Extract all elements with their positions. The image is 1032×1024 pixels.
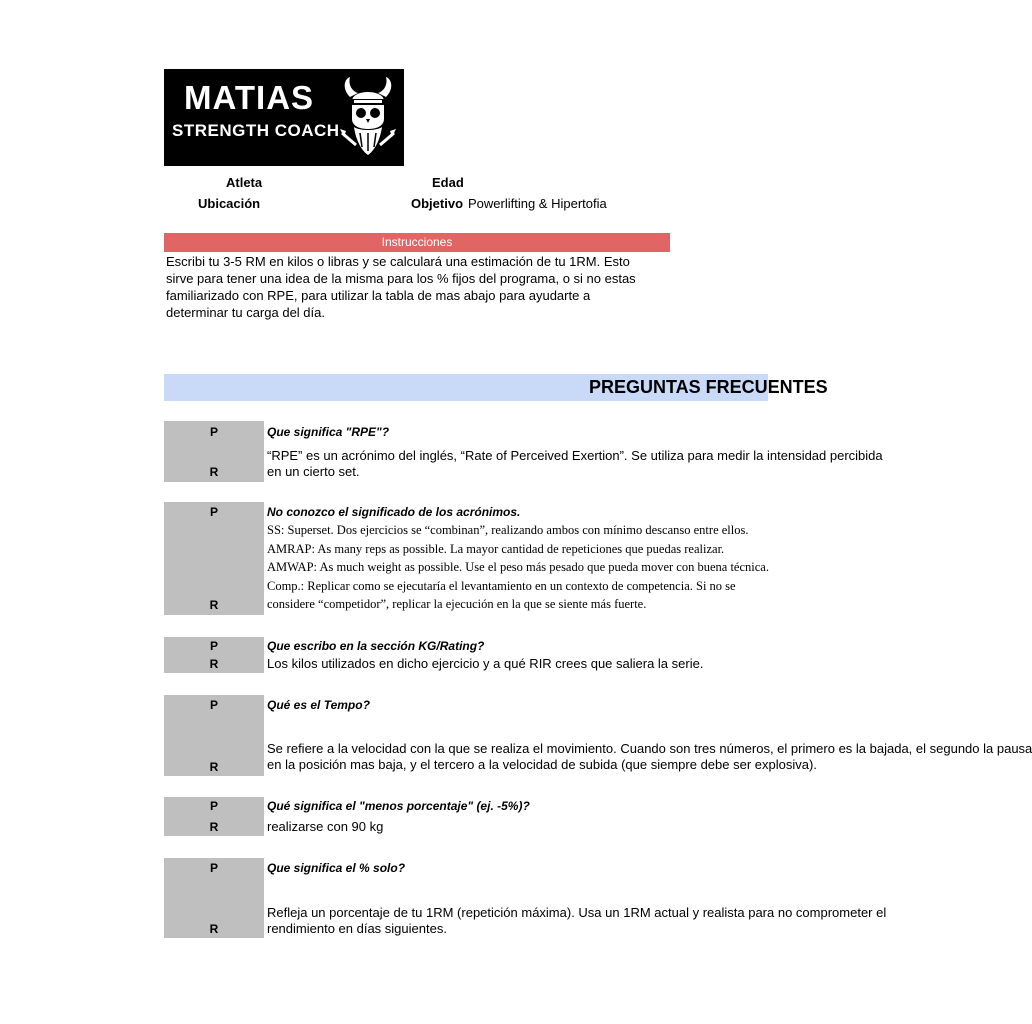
faq-answer-line: “RPE” es un acrónimo del inglés, “Rate of Perceived Exertion”. Se utiliza para medir la intensidad percibida (267, 448, 883, 463)
faq-answer-line: AMRAP: As many reps as possible. La mayor cantidad de repeticiones que puedas realizar. (267, 541, 725, 556)
age-label: Edad (432, 175, 464, 190)
logo-name: MATIAS (184, 79, 315, 116)
faq-title: PREGUNTAS FRECUENTES (589, 377, 828, 397)
faq-answer-line: considere “competidor”, replicar la ejecución en la que se siente más fuerte. (267, 597, 647, 611)
location-label: Ubicación (198, 196, 261, 211)
instructions-line: Escribi tu 3-5 RM en kilos o libras y se calculará una estimación de tu 1RM. Esto (166, 254, 630, 269)
faq-answer-line: AMWAP: As much weight as possible. Use el peso más pesado que pueda mover con buena técnica. (267, 560, 769, 574)
athlete-label: Atleta (226, 175, 263, 190)
faq-answer-line: Se refiere a la velocidad con la que se realiza el movimiento. Cuando son tres números, el primero es la bajada, el segundo la pausa (267, 741, 1032, 756)
faq-r-label: R (209, 465, 219, 479)
viking-skull-icon (336, 75, 400, 159)
instructions-title: Instrucciones (164, 233, 670, 252)
faq-question: Qué significa el "menos porcentaje" (ej. -5%)? (267, 799, 530, 813)
faq-answer-line: en la posición mas baja, y el tercero a la velocidad de subida (que siempre debe ser explosiva). (267, 757, 817, 772)
faq-answer-line: rendimiento en días siguientes. (267, 921, 447, 936)
goal-label: Objetivo (411, 196, 464, 211)
faq-question: Que significa "RPE"? (267, 425, 390, 439)
faq-answer-line: Comp.: Replicar como se ejecutaría el levantamiento en un contexto de competencia. Si no se (267, 578, 736, 593)
faq-answer (264, 741, 1032, 773)
faq-p-label: P (209, 639, 218, 653)
faq-header (164, 374, 828, 401)
instructions-line: sirve para tener una idea de la misma para los % fijos del programa, o si no estas (166, 271, 636, 286)
faq-question: Que significa el % solo? (267, 861, 406, 875)
faq-question: Que escribo en la sección KG/Rating? (267, 639, 485, 653)
faq-question: No conozco el significado de los acrónimos. (267, 505, 521, 519)
faq-p-label: P (209, 698, 218, 712)
faq-r-label: R (209, 760, 219, 774)
faq-answer (264, 656, 704, 672)
faq-answer (264, 448, 883, 480)
goal-value: Powerlifting & Hipertofia (468, 196, 607, 211)
logo-subtitle: STRENGTH COACH (172, 121, 340, 140)
faq-question: Qué es el Tempo? (267, 698, 370, 712)
faq-answer-line: SS: Superset. Dos ejercicios se “combinan”, realizando ambos con mínimo descanso entre ellos. (267, 523, 749, 537)
faq-r-label: R (209, 922, 219, 936)
faq-answer-line: realizarse con 90 kg (267, 819, 384, 834)
faq-answer (264, 905, 887, 937)
faq-answer (264, 521, 769, 614)
instructions-line: determinar tu carga del día. (166, 305, 325, 320)
brand-logo (164, 69, 404, 166)
faq-answer-line: en un cierto set. (267, 464, 360, 479)
faq-r-label: R (209, 598, 219, 612)
faq-p-label: P (209, 505, 218, 519)
faq-answer-line: Los kilos utilizados en dicho ejercicio y a qué RIR crees que saliera la serie. (267, 656, 704, 671)
faq-r-label: R (209, 657, 219, 671)
faq-r-label: R (209, 820, 219, 834)
faq-p-label: P (209, 861, 218, 875)
faq-p-label: P (209, 799, 218, 813)
faq-p-label: P (209, 425, 218, 439)
instructions-text (166, 253, 670, 321)
instructions-line: familiarizado con RPE, para utilizar la tabla de mas abajo para ayudarte a (166, 288, 591, 303)
faq-answer-line: Refleja un porcentaje de tu 1RM (repetición máxima). Usa un 1RM actual y realista para no comprometer el (267, 905, 887, 920)
faq-answer (264, 819, 670, 835)
